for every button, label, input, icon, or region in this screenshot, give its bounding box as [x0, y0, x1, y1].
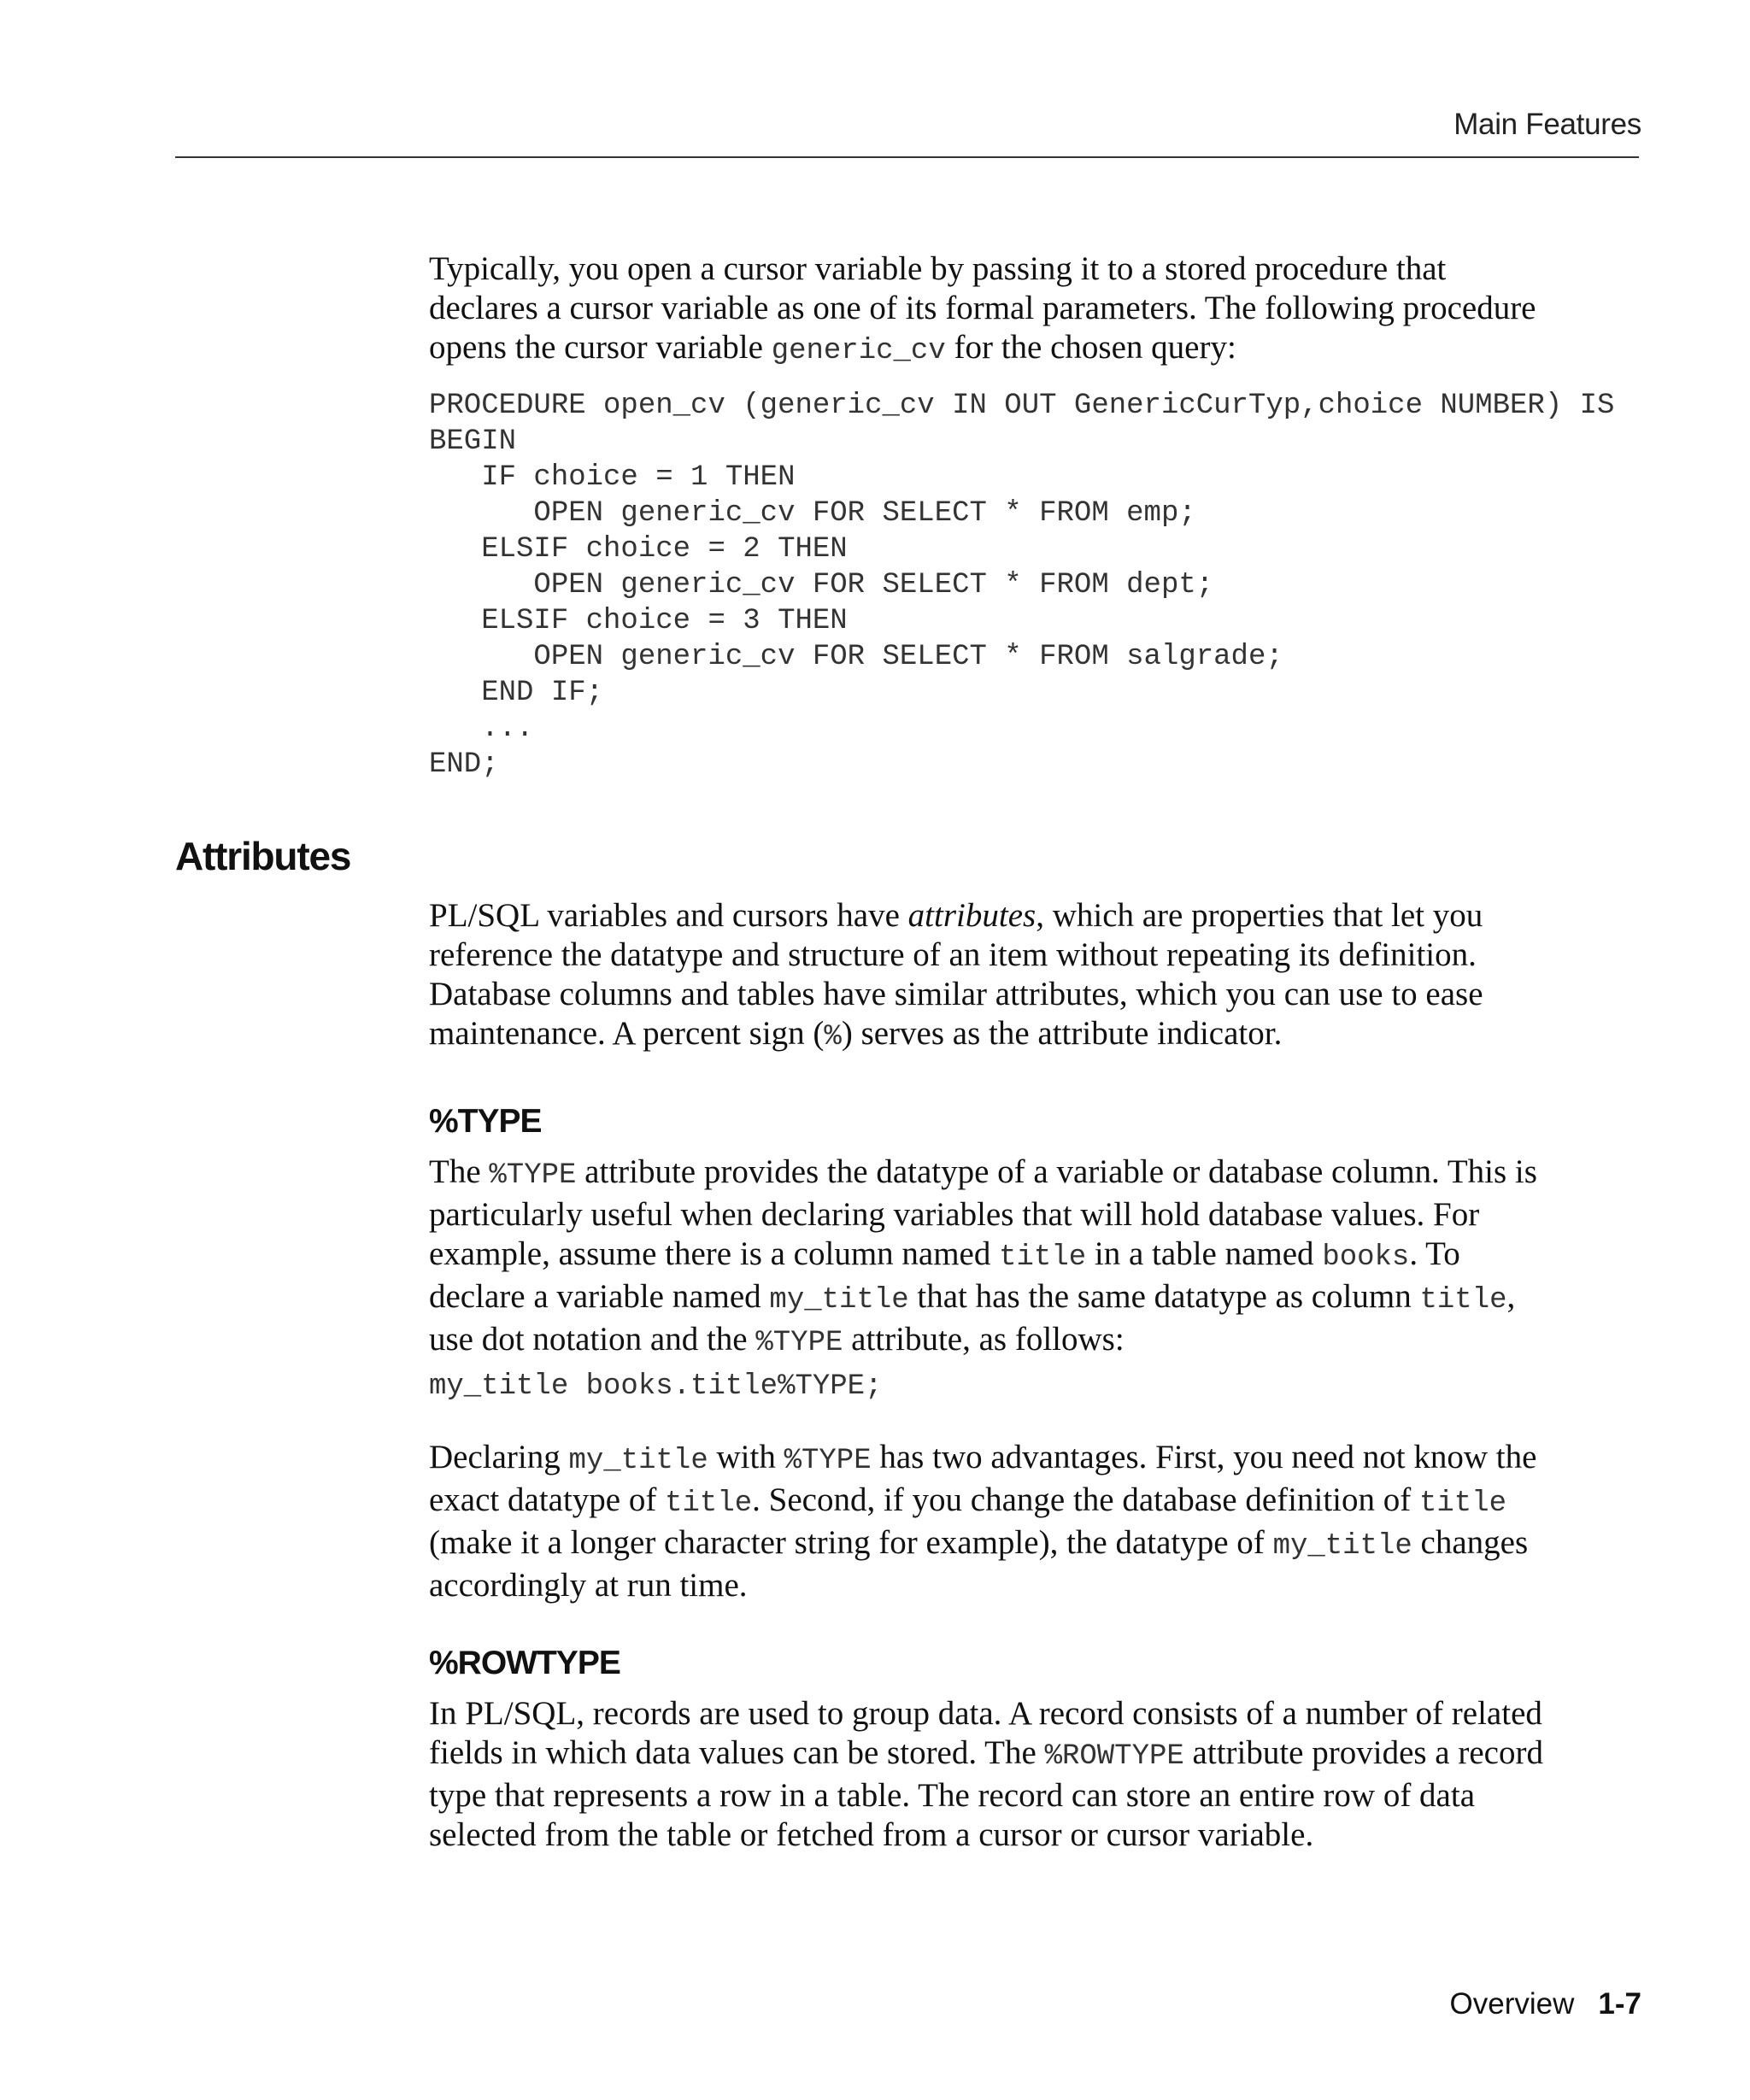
- running-head: Main Features: [1453, 108, 1641, 141]
- inline-code: my_title: [769, 1284, 909, 1317]
- text-line: (make it a longer character string for example), the datatype of my_title changes: [429, 1524, 1529, 1563]
- inline-code: title: [665, 1487, 753, 1520]
- text-line: Declaring my_title with %TYPE has two advantages. First, you need not know the: [429, 1439, 1537, 1477]
- code-example-open-cv: [429, 388, 1642, 783]
- subsection-title-rowtype: %ROWTYPE: [429, 1645, 620, 1681]
- type-advantages-paragraph: [429, 1438, 1642, 1605]
- section-title-attributes: Attributes: [175, 834, 351, 878]
- text-line: PL/SQL variables and cursors have attributes, which are properties that let you: [429, 897, 1483, 934]
- text-line: opens the cursor variable generic_cv for the chosen query:: [429, 329, 1236, 367]
- emphasis-text: attributes: [907, 897, 1036, 934]
- text-line: particularly useful when declaring variables that will hold database values. For: [429, 1196, 1480, 1233]
- subsection-type: [429, 1103, 1642, 1141]
- inline-code: %TYPE: [784, 1445, 872, 1477]
- code-block: my_title books.title%TYPE;: [429, 1370, 883, 1403]
- text-line: example, assume there is a column named title in a table named books. To: [429, 1235, 1460, 1274]
- inline-code: books: [1322, 1241, 1410, 1274]
- text-line: declares a cursor variable as one of its formal parameters. The following procedure: [429, 290, 1536, 326]
- text-line: accordingly at run time.: [429, 1567, 748, 1604]
- page-footer: [1450, 1987, 1641, 2021]
- inline-code: title: [999, 1241, 1087, 1274]
- text-line: The %TYPE attribute provides the datatype of a variable or database column. This is: [429, 1153, 1537, 1192]
- inline-code: title: [1419, 1284, 1507, 1317]
- text-line: Database columns and tables have similar attributes, which you can use to ease: [429, 976, 1483, 1012]
- header-rule: [175, 156, 1639, 158]
- inline-code: %: [824, 1021, 842, 1053]
- attributes-paragraph: [429, 896, 1642, 1057]
- text-line: maintenance. A percent sign (%) serves as the attribute indicator.: [429, 1015, 1283, 1053]
- inline-code: %TYPE: [489, 1159, 577, 1192]
- text-line: In PL/SQL, records are used to group data. A record consists of a number of related: [429, 1695, 1542, 1732]
- type-paragraph: [429, 1153, 1642, 1363]
- inline-code: my_title: [1272, 1530, 1412, 1563]
- text-line: exact datatype of title. Second, if you change the database definition of title: [429, 1481, 1507, 1520]
- intro-paragraph: [429, 249, 1642, 371]
- code-example-type: [429, 1369, 1642, 1405]
- text-line: use dot notation and the %TYPE attribute, as follows:: [429, 1321, 1125, 1359]
- text-line: selected from the table or fetched from a cursor or cursor variable.: [429, 1816, 1314, 1853]
- inline-code: title: [1418, 1487, 1507, 1520]
- page-number: 1-7: [1598, 1987, 1641, 2021]
- inline-code: %TYPE: [755, 1327, 843, 1359]
- code-block: PROCEDURE open_cv (generic_cv IN OUT GenericCurTyp,choice NUMBER) IS BEGIN IF choice = 1 THEN OPEN generic_cv FOR SELECT * FROM emp; ELSIF choice = 2 THEN OPEN generic_cv FOR SELECT * FROM dept; ELSIF choice = 3 THEN OPEN generic_cv FOR SELECT * FROM salgrade; END IF; ... END;: [429, 390, 1615, 781]
- text-line: fields in which data values can be stored. The %ROWTYPE attribute provides a record: [429, 1734, 1543, 1773]
- text-line: reference the datatype and structure of an item without repeating its definition.: [429, 936, 1477, 973]
- rowtype-paragraph: [429, 1694, 1642, 1855]
- inline-code: my_title: [568, 1445, 708, 1477]
- subsection-rowtype: [429, 1645, 1642, 1682]
- text-line: type that represents a row in a table. The record can store an entire row of data: [429, 1777, 1476, 1814]
- subsection-title-type: %TYPE: [429, 1103, 542, 1140]
- inline-code: %ROWTYPE: [1044, 1740, 1184, 1773]
- footer-section-name: Overview: [1449, 1987, 1575, 2021]
- text-line: Typically, you open a cursor variable by passing it to a stored procedure that: [429, 250, 1447, 287]
- inline-code: generic_cv: [771, 335, 946, 367]
- text-line: declare a variable named my_title that has the same datatype as column title,: [429, 1278, 1516, 1317]
